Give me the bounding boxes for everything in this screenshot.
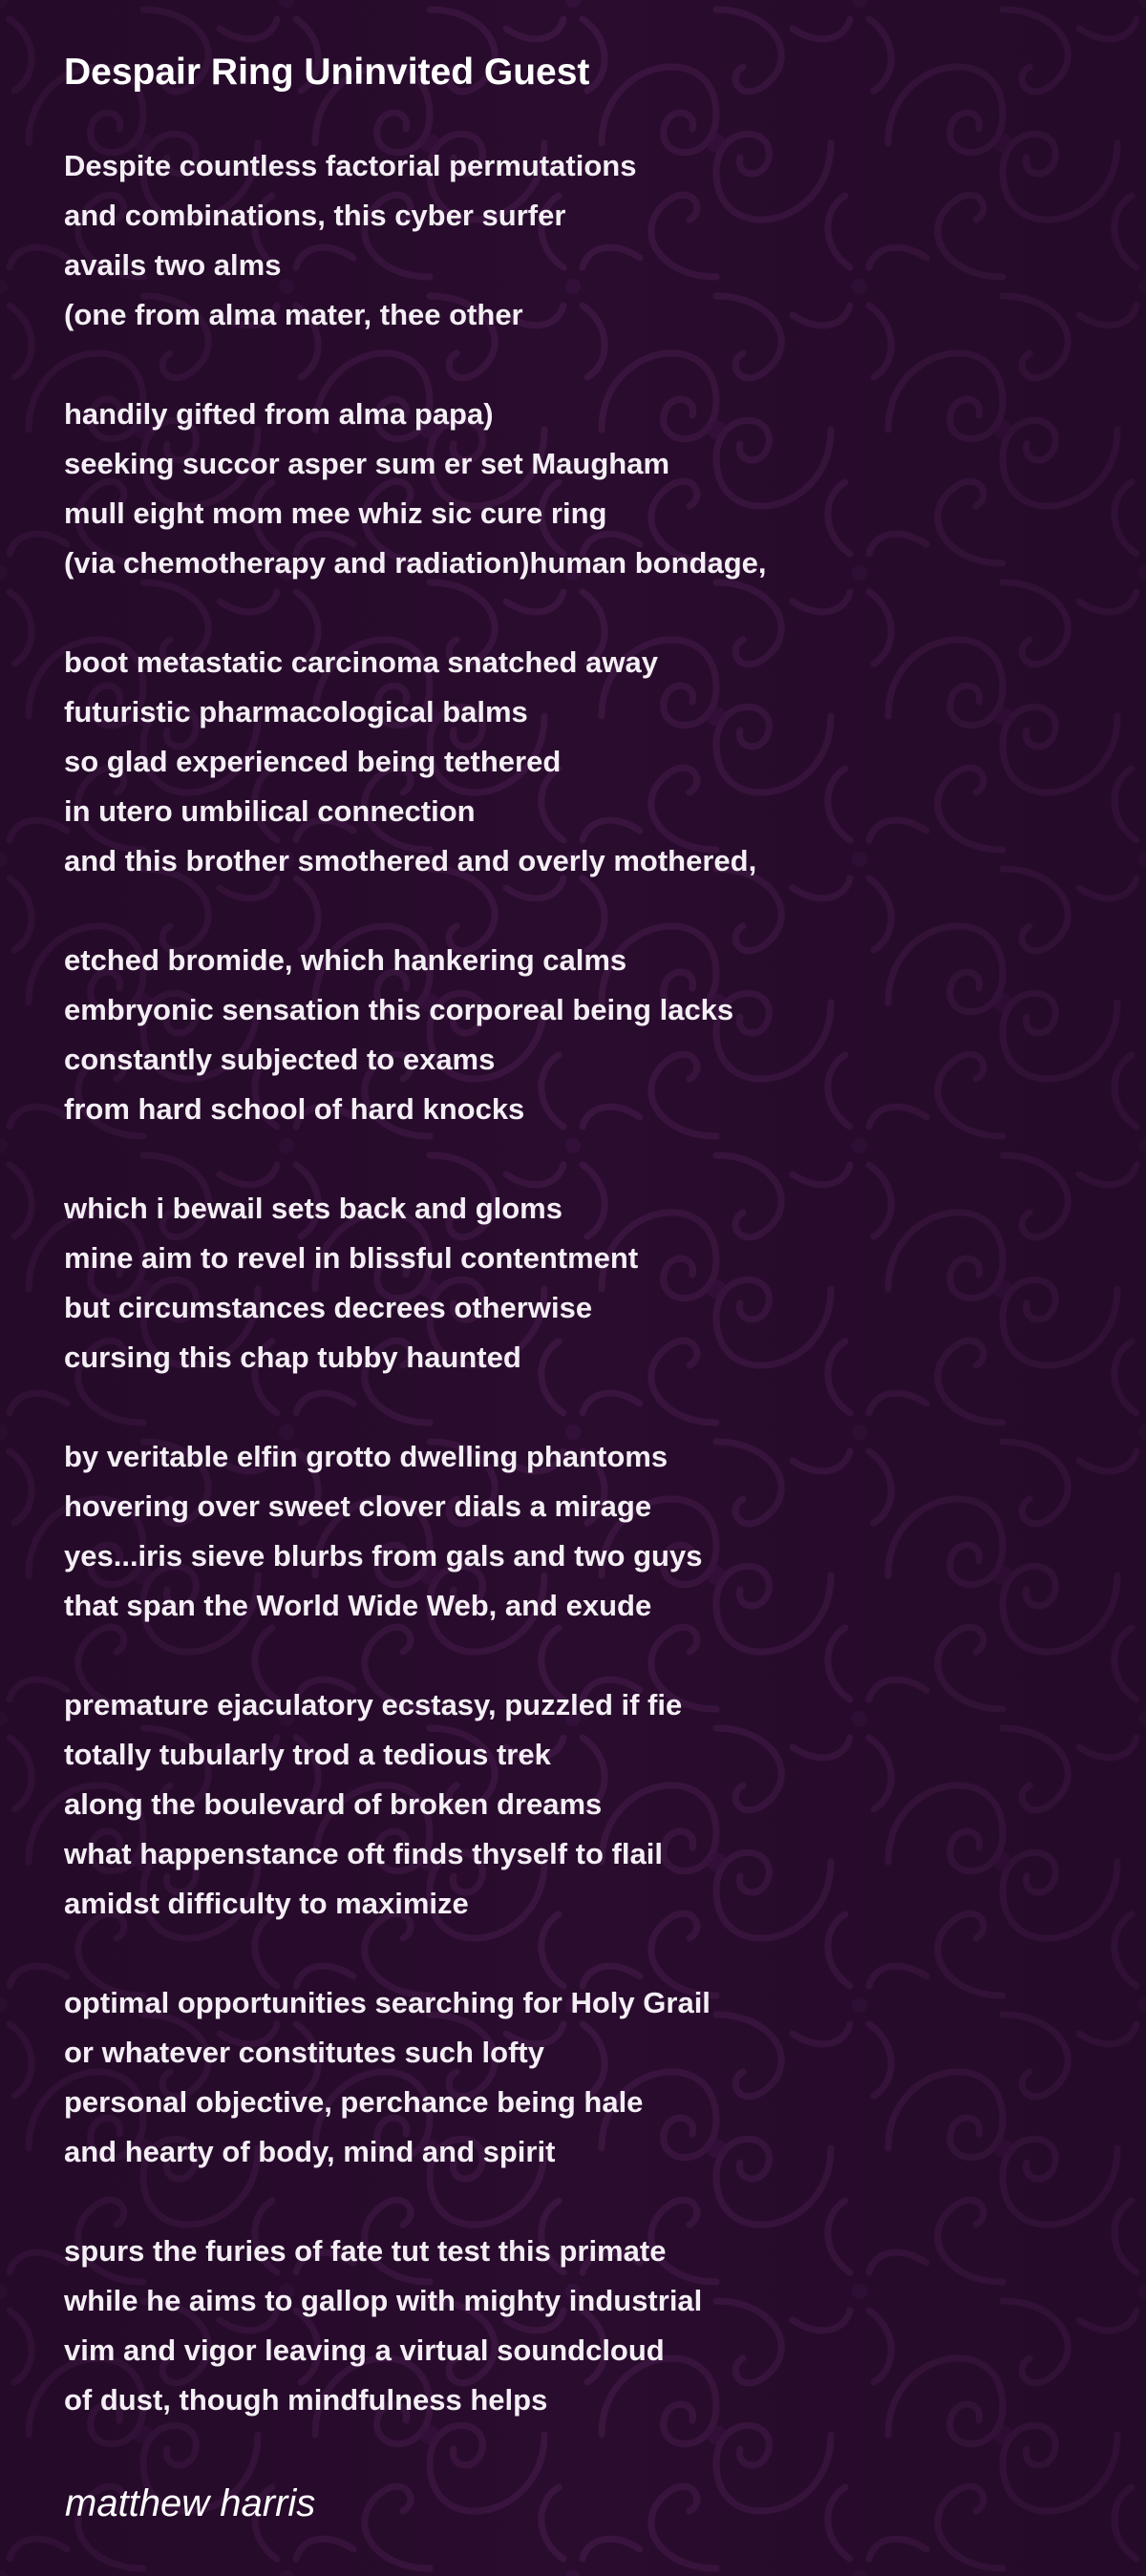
stanza — [64, 638, 767, 886]
poem-line: but circumstances decrees otherwise — [64, 1291, 593, 1324]
poem-line: (via chemotherapy and radiation)human bondage, — [64, 546, 767, 580]
poem-line: (one from alma mater, thee other — [64, 298, 523, 331]
poem-line: spurs the furies of fate tut test this primate — [64, 2234, 667, 2268]
poem-line: amidst difficulty to maximize — [64, 1887, 469, 1920]
poem-line: cursing this chap tubby haunted — [64, 1341, 521, 1374]
poem-line: boot metastatic carcinoma snatched away — [64, 645, 658, 679]
poem-line: personal objective, perchance being hale — [64, 2085, 644, 2119]
poem-body — [64, 141, 767, 2475]
stanza — [64, 1432, 767, 1631]
stanza — [64, 1680, 767, 1929]
poem-line: etched bromide, which hankering calms — [64, 943, 627, 977]
poem-line: and combinations, this cyber surfer — [64, 199, 566, 232]
poem-line: of dust, though mindfulness helps — [64, 2383, 548, 2417]
poem-line: mull eight mom mee whiz sic cure ring — [64, 496, 607, 530]
poem-line: or whatever constitutes such lofty — [64, 2036, 544, 2069]
poem-line: totally tubularly trod a tedious trek — [64, 1738, 551, 1771]
poem-line: optimal opportunities searching for Holy Grail — [64, 1986, 711, 2019]
poem-line: premature ejaculatory ecstasy, puzzled if fie — [64, 1688, 683, 1721]
poem-line: handily gifted from alma papa) — [64, 397, 494, 431]
poem-title: Despair Ring Uninvited Guest — [64, 52, 590, 93]
poem-line: avails two alms — [64, 248, 282, 282]
poem-line: what happenstance oft finds thyself to flail — [64, 1837, 663, 1870]
poem-author: matthew harris — [65, 2482, 316, 2524]
stanza — [64, 936, 767, 1134]
poem-line: futuristic pharmacological balms — [64, 695, 528, 728]
poem-line: along the boulevard of broken dreams — [64, 1787, 603, 1821]
stanza — [64, 1978, 767, 2177]
stanza — [64, 2227, 767, 2425]
poem-line: embryonic sensation this corporeal being lacks — [64, 993, 734, 1026]
poem-line: while he aims to gallop with mighty industrial — [64, 2284, 703, 2317]
poem-line: so glad experienced being tethered — [64, 745, 562, 778]
poem-line: and this brother smothered and overly mothered, — [64, 844, 757, 877]
poem-line: Despite countless factorial permutations — [64, 149, 637, 182]
poem-line: which i bewail sets back and gloms — [64, 1192, 562, 1225]
stanza — [64, 141, 767, 340]
poem-line: hovering over sweet clover dials a mirage — [64, 1489, 652, 1523]
poem-line: from hard school of hard knocks — [64, 1092, 525, 1126]
poem-line: that span the World Wide Web, and exude — [64, 1589, 652, 1622]
poem-line: and hearty of body, mind and spirit — [64, 2135, 556, 2168]
poem-line: constantly subjected to exams — [64, 1043, 496, 1076]
poem-line: mine aim to revel in blissful contentment — [64, 1241, 639, 1275]
poem-line: yes...iris sieve blurbs from gals and two guys — [64, 1539, 703, 1573]
stanza — [64, 1184, 767, 1383]
stanza — [64, 390, 767, 588]
poem-line: seeking succor asper sum er set Maugham — [64, 447, 670, 480]
poem-line: vim and vigor leaving a virtual soundcloud — [64, 2333, 665, 2367]
poem-line: in utero umbilical connection — [64, 794, 476, 828]
poem-line: by veritable elfin grotto dwelling phantoms — [64, 1440, 668, 1473]
